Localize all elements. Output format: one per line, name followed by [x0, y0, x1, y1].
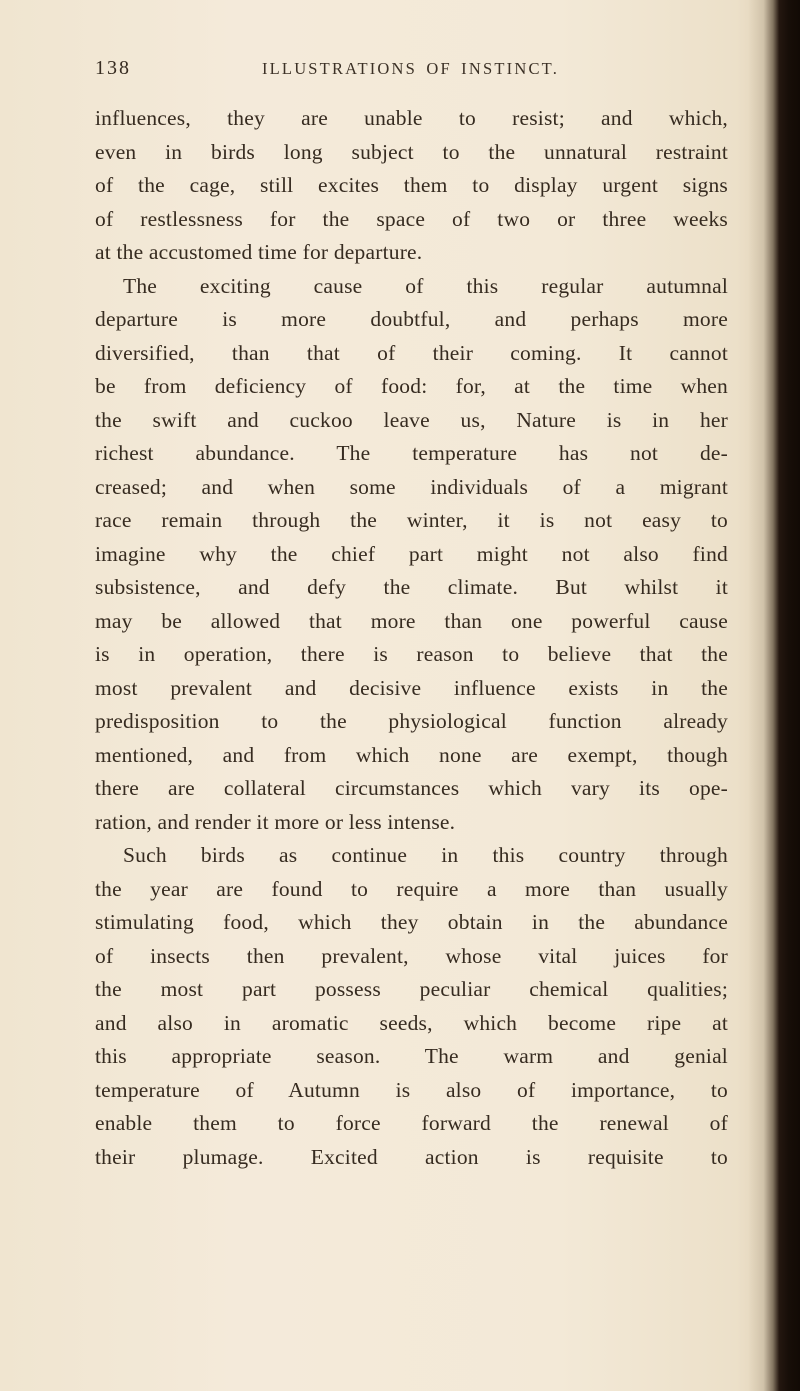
text-line: the most part possess peculiar chemical qualities;: [95, 977, 728, 1001]
text-line: richest abundance. The temperature has not de-: [95, 441, 728, 465]
text-line: even in birds long subject to the unnatural restraint: [95, 139, 728, 164]
page-number: 138: [95, 57, 131, 79]
text-line: is in operation, there is reason to believe that the: [95, 642, 728, 666]
text-line: at the accustomed time for departure.: [95, 240, 423, 264]
text-line: most prevalent and decisive influence exists in the: [95, 675, 728, 700]
text-line: mentioned, and from which none are exempt, though: [95, 742, 728, 767]
running-title: ILLUSTRATIONS OF INSTINCT.: [261, 59, 560, 78]
text-line: subsistence, and defy the climate. But whilst it: [95, 575, 728, 599]
text-line: there are collateral circumstances which vary its ope-: [95, 776, 728, 800]
text-line: and also in aromatic seeds, which become ripe at: [95, 1010, 728, 1035]
text-line: the swift and cuckoo leave us, Nature is in her: [95, 407, 728, 432]
text-body: [95, 102, 728, 1174]
text-line: ration, and render it more or less intense.: [95, 809, 456, 834]
text-line: temperature of Autumn is also of importance, to: [95, 1077, 728, 1102]
text-line: their plumage. Excited action is requisite to: [95, 1144, 728, 1169]
text-line: Such birds as continue in this country through: [123, 843, 728, 867]
text-line: stimulating food, which they obtain in the abundance: [95, 910, 728, 934]
book-edge-shadow: [748, 0, 800, 1391]
text-line: of insects then prevalent, whose vital juices for: [95, 943, 728, 968]
text-line: the year are found to require a more than usually: [95, 876, 728, 901]
page-header: [95, 56, 726, 84]
text-line: The exciting cause of this regular autumnal: [123, 273, 728, 298]
text-line: may be allowed that more than one powerful cause: [95, 608, 728, 633]
text-line: diversified, than that of their coming. It cannot: [95, 340, 728, 365]
text-line: be from deficiency of food: for, at the time when: [95, 374, 728, 398]
text-line: race remain through the winter, it is not easy to: [95, 508, 728, 532]
text-line: of restlessness for the space of two or three weeks: [95, 206, 728, 231]
text-line: enable them to force forward the renewal of: [95, 1111, 728, 1135]
text-line: creased; and when some individuals of a migrant: [95, 474, 728, 499]
text-line: of the cage, still excites them to display urgent signs: [95, 173, 728, 197]
text-line: this appropriate season. The warm and genial: [95, 1044, 728, 1068]
text-line: departure is more doubtful, and perhaps more: [95, 307, 728, 331]
text-line: imagine why the chief part might not also find: [95, 541, 728, 566]
text-line: influences, they are unable to resist; and which,: [95, 106, 728, 130]
text-line: predisposition to the physiological function already: [95, 709, 728, 733]
